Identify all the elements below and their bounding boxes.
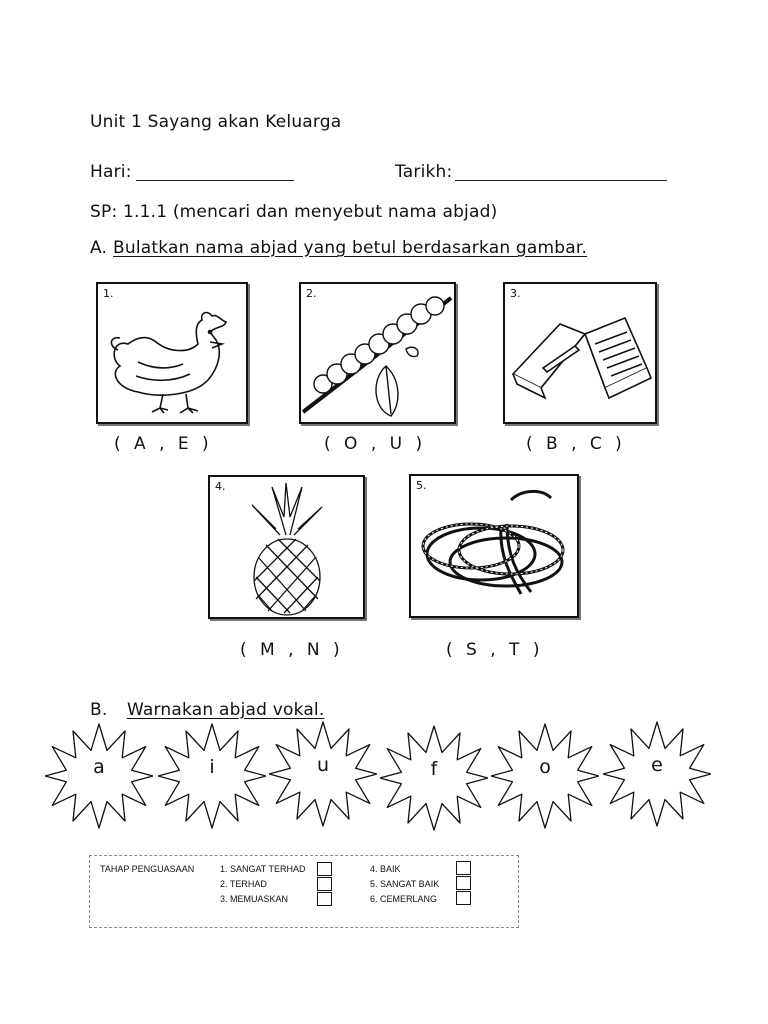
book-icon [505,284,655,422]
flower-f[interactable] [380,724,488,832]
choices-3[interactable]: ( B , C ) [526,434,626,454]
choices-1[interactable]: ( A , E ) [114,434,213,454]
hen-icon [98,284,246,422]
section-b-instruction: Warnakan abjad vokal. [127,700,325,720]
vowel-letter: a [93,756,105,778]
item-number: 3. [510,287,521,300]
item-number: 1. [103,287,114,300]
section-b-label: B. [90,700,108,720]
unit-title: Unit 1 Sayang akan Keluarga [90,112,342,132]
level-label: 6. CEMERLANG [370,894,438,904]
level-label: 5. SANGAT BAIK [370,879,440,889]
level-checkbox[interactable] [456,876,471,890]
flower-a[interactable] [45,722,153,830]
caterpillar-icon [301,284,454,422]
choices-2[interactable]: ( O , U ) [324,434,427,454]
item-number: 4. [215,480,226,493]
level-label: 1. SANGAT TERHAD [220,864,306,874]
flower-u[interactable] [269,720,377,828]
level-checkbox[interactable] [317,862,332,876]
picture-caterpillar [299,282,456,424]
level-checkbox[interactable] [456,891,471,905]
hari-label: Hari: [90,162,132,182]
level-label: 3. MEMUASKAN [220,894,289,904]
level-checkbox[interactable] [317,877,332,891]
vowel-letter: e [651,754,663,776]
flower-o[interactable] [491,722,599,830]
tarikh-blank[interactable] [455,180,667,181]
hari-blank[interactable] [136,180,294,181]
flower-e[interactable] [603,720,711,828]
item-number: 2. [306,287,317,300]
item-number: 5. [416,479,427,492]
picture-hen [96,282,248,424]
tarikh-label: Tarikh: [395,162,453,182]
mastery-box [89,855,519,928]
level-checkbox[interactable] [456,861,471,875]
vowel-letter: f [430,758,438,780]
vowel-letter: o [539,756,551,778]
vowel-letter: u [316,754,330,776]
level-label: 2. TERHAD [220,879,267,889]
picture-book [503,282,657,424]
rope-icon [411,476,577,616]
vowel-letter: i [209,756,215,778]
section-a-instruction: Bulatkan nama abjad yang betul berdasarkan gambar. [113,238,588,258]
picture-rope [409,474,579,618]
flower-i[interactable] [158,722,266,830]
mastery-title: TAHAP PENGUASAAN [100,864,195,874]
level-label: 4. BAIK [370,864,401,874]
picture-pineapple [208,475,365,619]
standard-text: SP: 1.1.1 (mencari dan menyebut nama abjad) [90,202,498,222]
pineapple-icon [210,477,363,617]
section-a-label: A. [90,238,108,258]
choices-4[interactable]: ( M , N ) [240,640,344,660]
choices-5[interactable]: ( S , T ) [446,640,544,660]
level-checkbox[interactable] [317,892,332,906]
